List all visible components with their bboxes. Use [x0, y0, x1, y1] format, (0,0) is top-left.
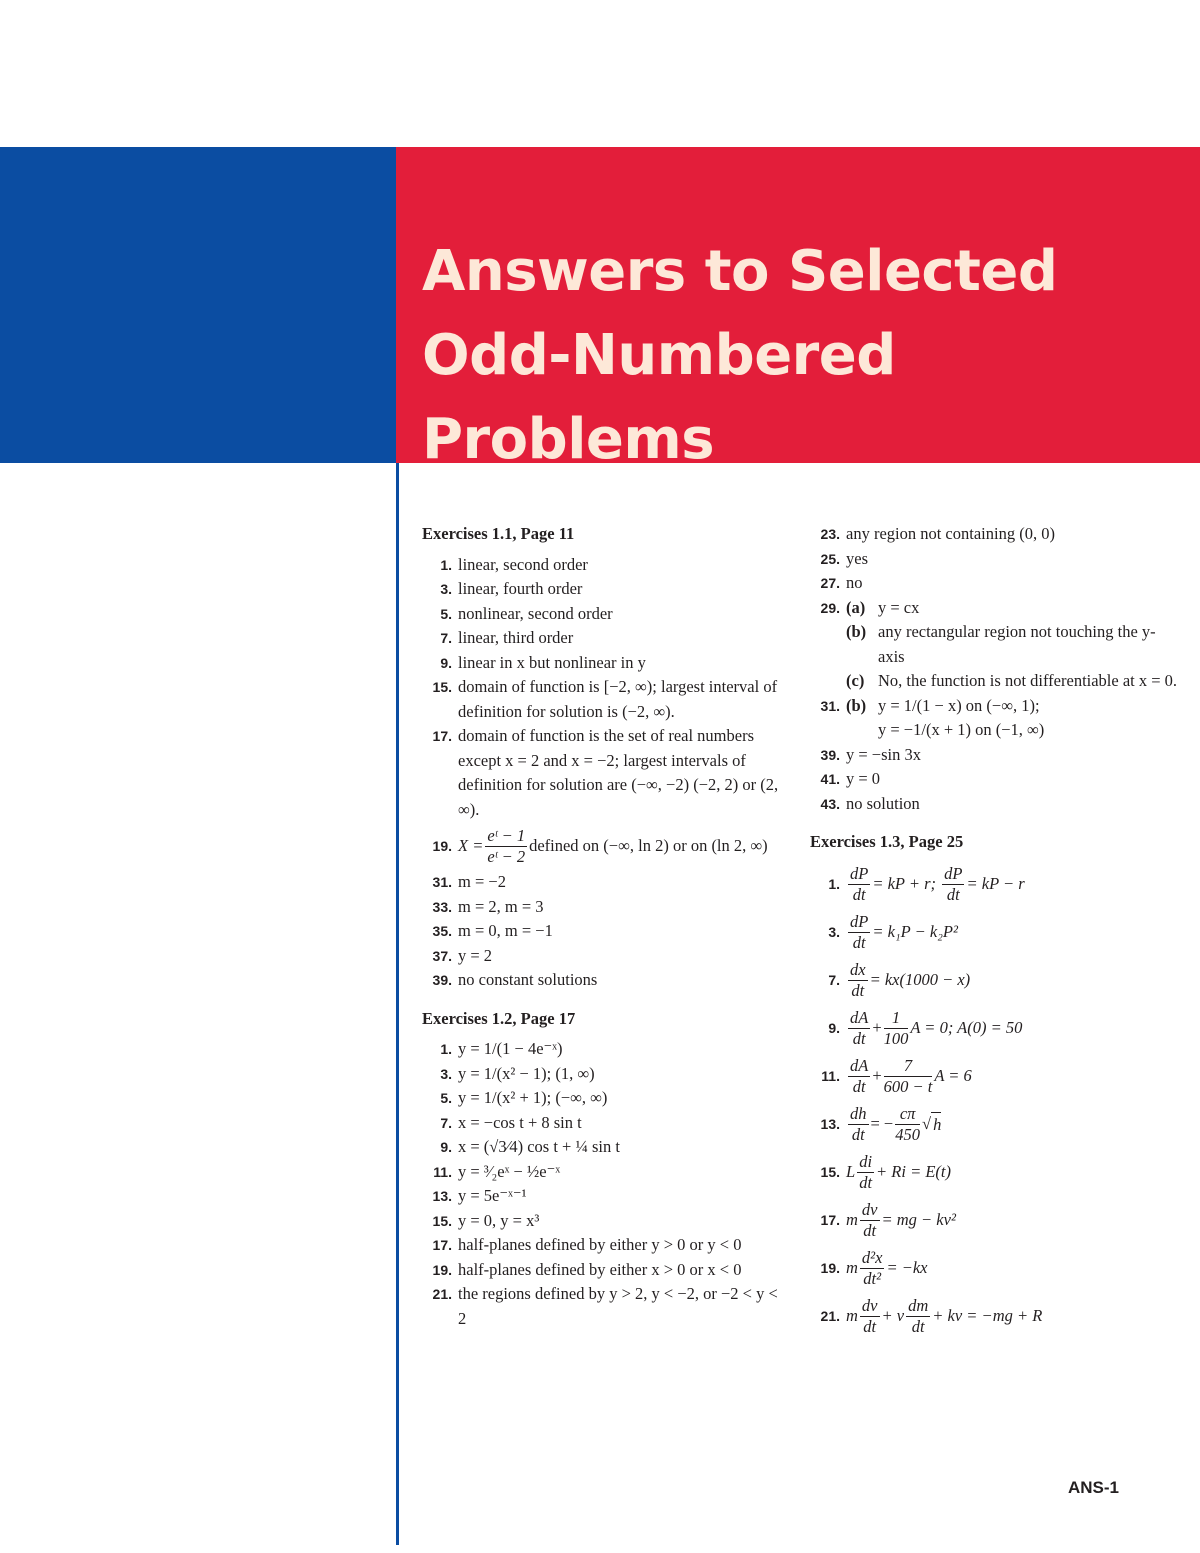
- answer-list: [810, 743, 1180, 817]
- answer-text: y = −1/(x + 1) on (−1, ∞): [878, 720, 1045, 739]
- answer-number: 25.: [820, 550, 840, 567]
- answer-number: 1.: [828, 876, 840, 893]
- fraction: $\frac{dx}{dt}$: [850, 960, 866, 1000]
- sqrt-symbol: √: [922, 1114, 932, 1134]
- answer-number: 7.: [440, 1114, 452, 1131]
- section-heading: Exercises 1.3, Page 25: [810, 832, 964, 851]
- answer-text: y = 5e⁻ˣ⁻¹: [458, 1186, 527, 1205]
- answer-number: 17.: [432, 1237, 452, 1253]
- vertical-rule: [396, 463, 399, 1545]
- answer-number: 29.: [820, 599, 840, 616]
- answer-number: 7.: [828, 972, 840, 989]
- fraction: $\frac{dm}{dt}$: [908, 1296, 929, 1336]
- answer-item: 7. $\frac{dx}{dt}$ = kx(1000 − x): [810, 957, 1180, 1005]
- answer-number: 39.: [820, 746, 840, 763]
- section-heading: Exercises 1.1, Page 11: [422, 524, 575, 543]
- section-1-3: [810, 830, 1180, 1341]
- answer-item: [422, 1135, 782, 1160]
- answer-text: the regions defined by y > 2, y < −2, or −2 < y < 2: [458, 1284, 778, 1328]
- fraction: $\frac{1}{100}$: [883, 1008, 909, 1048]
- answer-number: 3.: [440, 1065, 452, 1082]
- answer-text: m = 0, m = −1: [458, 921, 553, 940]
- part-label: (a): [846, 597, 866, 617]
- answer-item: [422, 602, 782, 627]
- answer-item: [422, 1258, 782, 1283]
- answer-number: 39.: [432, 972, 452, 988]
- answer-text: no: [846, 573, 863, 592]
- answer-item: [422, 1062, 782, 1087]
- part-label: (c): [846, 671, 865, 690]
- answer-text: linear, fourth order: [458, 579, 583, 598]
- answer-item: [810, 547, 1180, 572]
- answer-item: [422, 1233, 782, 1258]
- answer-item: [422, 1184, 782, 1209]
- answer-item: [422, 895, 782, 920]
- answer-text: linear, second order: [458, 554, 588, 574]
- answer-text: any region not containing (0, 0): [846, 524, 1055, 543]
- fraction: $\frac{7}{600 - t}$: [883, 1056, 933, 1096]
- answer-text: y = ³⁄₂eˣ − ½e⁻ˣ: [458, 1161, 561, 1181]
- answer-item: [422, 675, 782, 724]
- answer-number: 1.: [440, 556, 452, 573]
- answer-list: [422, 1037, 782, 1331]
- answer-number: 19.: [432, 1261, 452, 1278]
- part-label: (b): [846, 622, 867, 641]
- answer-item: [422, 1086, 782, 1111]
- answer-item: [422, 1037, 782, 1062]
- answer-part: [846, 669, 1180, 694]
- section-1-2: [422, 1007, 782, 1332]
- answer-number: 21.: [432, 1286, 452, 1302]
- page-number: ANS-1: [1068, 1478, 1120, 1497]
- answer-item: 19. m $\frac{\text{d²x}}{\text{dt²}}$ = −kx: [810, 1245, 1180, 1293]
- right-column: [810, 522, 1180, 1341]
- answer-number: 19.: [820, 1260, 840, 1277]
- fraction: $\frac{c\pi}{450}$: [895, 1104, 920, 1144]
- answer-item: [810, 522, 1180, 547]
- fraction: $\frac{dv}{dt}$: [861, 1296, 878, 1336]
- fraction: $\frac{\text{d²x}}{\text{dt²}}$: [861, 1248, 883, 1288]
- answer-text: half-planes defined by either y > 0 or y < 0: [458, 1235, 742, 1254]
- answer-item: 3. $\frac{dP}{dt}$ = k₁P − k₂P²: [810, 909, 1180, 957]
- fraction: $\frac{dP}{dt}$: [850, 864, 869, 904]
- answer-number: 17.: [820, 1212, 840, 1229]
- answer-item: [810, 743, 1180, 768]
- answer-item: 13. $\frac{dh}{dt}$ = − $\frac{c\pi}{450}$ √ h: [810, 1101, 1180, 1149]
- answer-number: 41.: [820, 771, 840, 787]
- answer-list: [422, 870, 782, 993]
- answer-number: 37.: [432, 947, 452, 964]
- answer-number: 9.: [440, 654, 452, 671]
- answer-item: [422, 577, 782, 602]
- answer-item: [422, 1160, 782, 1185]
- answer-item: [810, 694, 1180, 743]
- answer-item: [422, 870, 782, 895]
- answer-text: defined on (−∞, ln 2) or on (ln 2, ∞): [529, 835, 768, 855]
- title-line-2: Odd-Numbered Problems: [422, 323, 896, 472]
- header-blue-band: [0, 147, 396, 463]
- answer-text: linear in x but nonlinear in y: [458, 652, 646, 672]
- left-column: [422, 522, 782, 1331]
- answer-number: 21.: [820, 1308, 840, 1325]
- answer-text: yes: [846, 548, 868, 568]
- answer-item: [810, 596, 1180, 694]
- answer-item: [422, 1209, 782, 1234]
- answer-item: [422, 553, 782, 578]
- answer-number: 33.: [432, 898, 452, 915]
- answer-number: 31.: [820, 697, 840, 714]
- answer-item: [422, 1111, 782, 1136]
- answer-item: [422, 724, 782, 822]
- answer-number: 43.: [820, 795, 840, 812]
- answer-number: 23.: [820, 526, 840, 542]
- answer-number: 19.: [432, 837, 452, 854]
- answer-number: 11.: [433, 1163, 452, 1180]
- answer-item: 11. $\frac{dA}{dt}$ + $\frac{7}{600 - t}$ A = 6: [810, 1053, 1180, 1101]
- answer-text: x = (√3⁄4) cos t + ¼ sin t: [458, 1137, 620, 1156]
- answer-text: x = −cos t + 8 sin t: [458, 1112, 582, 1132]
- answer-item: [422, 968, 782, 993]
- fraction: $\frac{dP}{dt}$: [944, 864, 963, 904]
- answer-item: [422, 822, 782, 870]
- answer-item: [422, 944, 782, 969]
- answer-number: 1.: [440, 1041, 452, 1057]
- answer-item: 21. m $\frac{dv}{dt}$ + v $\frac{dm}{dt}$ + kv = −mg + R: [810, 1293, 1180, 1341]
- answer-lhs: X =: [458, 835, 484, 855]
- answer-text: any rectangular region not touching the y-axis: [878, 622, 1156, 666]
- answer-item: [422, 919, 782, 944]
- section-1-2-continued: [810, 522, 1180, 816]
- answer-item: [422, 1282, 782, 1331]
- section-heading: Exercises 1.2, Page 17: [422, 1008, 576, 1028]
- answer-number: 7.: [440, 630, 452, 646]
- answer-item: [422, 651, 782, 676]
- answer-item: 9. $\frac{dA}{dt}$ + $\frac{1}{100}$ A = 0; A(0) = 50: [810, 1005, 1180, 1053]
- answer-list: [810, 522, 1180, 596]
- answer-number: 15.: [432, 1212, 452, 1229]
- section-1-1: [422, 522, 782, 993]
- answer-number: 15.: [432, 679, 452, 695]
- answer-number: 5.: [440, 1090, 452, 1106]
- answer-number: 15.: [820, 1164, 840, 1181]
- answer-text: y = cx: [878, 597, 920, 617]
- answer-text: y = 0: [846, 769, 881, 788]
- answer-text: y = 1/(1 − x) on (−∞, 1);: [878, 695, 1040, 715]
- answer-text: half-planes defined by either x > 0 or x < 0: [458, 1259, 742, 1279]
- answer-part: [846, 620, 1180, 669]
- answer-text: domain of function is the set of real numbers except x = 2 and x = −2; largest intervals of definition for solution are (−∞, −2) (−2, 2) or (2, ∞).: [458, 726, 779, 819]
- answer-number: 9.: [440, 1139, 452, 1155]
- answer-text: y = 0, y = x³: [458, 1210, 540, 1230]
- page-title: [422, 230, 1200, 482]
- answer-list: [422, 553, 782, 823]
- answer-text: m = −2: [458, 872, 506, 891]
- answer-item: [810, 571, 1180, 596]
- answer-text: no solution: [846, 793, 920, 813]
- answer-text: No, the function is not differentiable at x = 0.: [878, 671, 1178, 690]
- answer-number: 27.: [820, 575, 840, 591]
- answer-item: [810, 792, 1180, 817]
- fraction: [485, 826, 527, 867]
- title-line-1: Answers to Selected: [422, 239, 1058, 304]
- fraction: $\frac{dA}{dt}$: [850, 1056, 869, 1096]
- answer-text: y = 2: [458, 945, 493, 965]
- fraction: $\frac{dP}{dt}$: [850, 912, 869, 952]
- answer-number: 17.: [432, 728, 452, 744]
- answer-item: 17. m $\frac{dv}{dt}$ = mg − kv²: [810, 1197, 1180, 1245]
- fraction: $\frac{dv}{dt}$: [861, 1200, 878, 1240]
- answer-text: y = 1/(x² − 1); (1, ∞): [458, 1063, 595, 1083]
- answer-number: 35.: [432, 923, 452, 939]
- answer-number: 13.: [820, 1116, 840, 1133]
- answer-text: nonlinear, second order: [458, 603, 613, 623]
- answer-text: y = 1/(1 − 4e⁻ˣ): [458, 1039, 563, 1058]
- answer-part: [846, 596, 1180, 621]
- answer-number: 9.: [828, 1020, 840, 1037]
- answer-number: 13.: [432, 1188, 452, 1204]
- answer-item: [810, 767, 1180, 792]
- answer-number: 31.: [432, 874, 452, 890]
- fraction-denominator: eᵗ − 2: [487, 846, 526, 866]
- answer-text: m = 2, m = 3: [458, 896, 544, 916]
- answer-item: [422, 626, 782, 651]
- answer-number: 3.: [440, 581, 452, 597]
- fraction: $\frac{di}{dt}$: [859, 1152, 873, 1192]
- answer-text: linear, third order: [458, 628, 574, 647]
- answer-number: 5.: [440, 605, 452, 622]
- part-label: (b): [846, 695, 867, 715]
- fraction-numerator: eᵗ − 1: [487, 825, 526, 845]
- answer-number: 3.: [828, 924, 840, 941]
- fraction: $\frac{dA}{dt}$: [850, 1008, 869, 1048]
- answer-text: no constant solutions: [458, 970, 598, 989]
- answer-item: 1. $\frac{dP}{dt}$ = kP + r; $\frac{dP}{dt}$ = kP − r: [810, 861, 1180, 909]
- answer-number: 11.: [821, 1068, 840, 1085]
- answer-text: y = −sin 3x: [846, 744, 921, 764]
- fraction: $\frac{dh}{dt}$: [850, 1104, 867, 1144]
- answer-text: y = 1/(x² + 1); (−∞, ∞): [458, 1088, 608, 1107]
- answer-text: domain of function is [−2, ∞); largest interval of definition for solution is (−2, ∞).: [458, 677, 778, 721]
- answer-item: 15. L $\frac{di}{dt}$ + Ri = E(t): [810, 1149, 1180, 1197]
